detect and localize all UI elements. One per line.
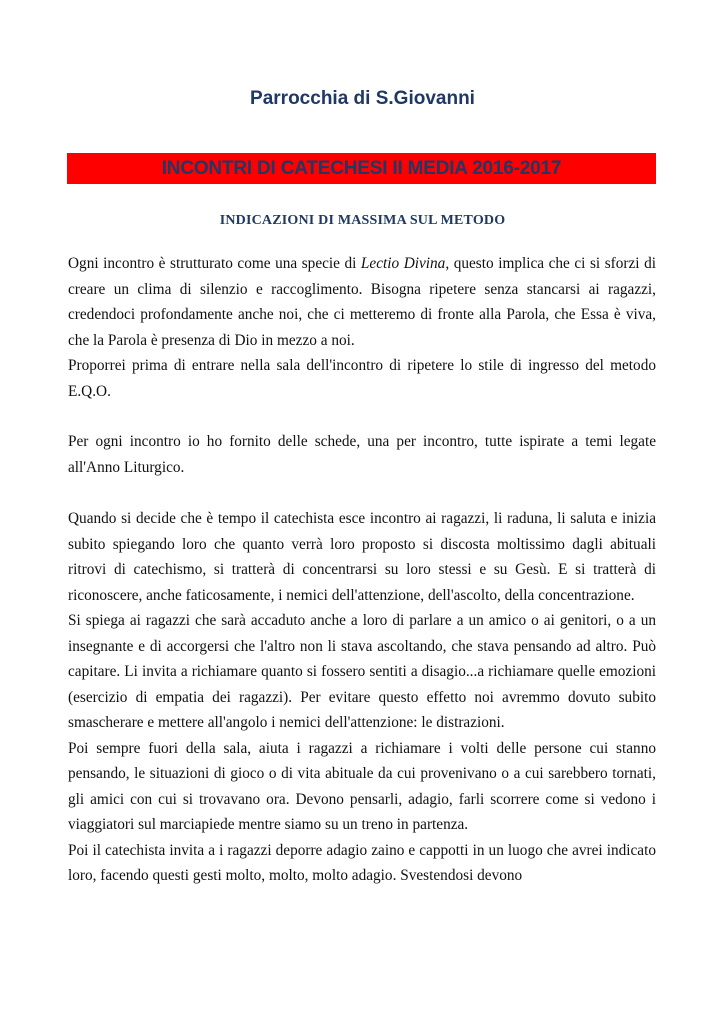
paragraph-entry-method: Proporrei prima di entrare nella sala dell'incontro di ripetere lo stile di ingresso del metodo E.Q.O. [68,357,656,400]
section-title: INDICAZIONI DI MASSIMA SUL METODO [219,213,506,228]
paragraph-intro [68,251,656,404]
paragraph-backpacks: Poi il catechista invita a i ragazzi deporre adagio zaino e cappotti in un luogo che avrei indicato loro, facendo questi gesti molto, molto, molto adagio. Svestendosi devono [68,841,656,884]
parish-heading: Parrocchia di S.Giovanni [250,88,475,109]
paragraph-faces: Poi sempre fuori della sala, aiuta i ragazzi a richiamare i volti delle persone cui stanno pensando, le situazioni di gioco o di vita abituale da cui provenivano o a cui sarebbero tornati, gli amici con cui si trovavano ora. Devono pensarli, adagio, farli scorrere come si vedono i viaggiatori sul marciapiede mentre siamo su un treno in partenza. [68,739,656,833]
paragraph-catechist-meets: Quando si decide che è tempo il catechista esce incontro ai ragazzi, li raduna, li saluta e inizia subito spiegando loro che quanto verrà loro proposto si discosta moltissimo dagli abituali ritrovi di catechismo, si tratterà di concentrarsi su loro stessi e su Gesù. E si tratterà di riconoscere, anche faticosamente, i nemici dell'attenzione, dell'ascolto, della concentrazione. [68,510,656,604]
paragraph-schede: Per ogni incontro io ho fornito delle schede, una per incontro, tutte ispirate a temi legate all'Anno Liturgico. [68,433,656,476]
paragraph-block [68,506,656,889]
lectio-divina-term: Lectio Divina [360,255,446,272]
paragraph-empathy: Si spiega ai ragazzi che sarà accaduto anche a loro di parlare a un amico o ai genitori, o a un insegnante e di accorgersi che l'altro non li stava ascoltando, che stava pensando ad altro. Può capitare. Li invita a richiamare quanto si fossero sentiti a disagio...a richiamare quelle emozioni (esercizio di empatia dei ragazzi). Per evitare questo effetto noi avremmo dovuto subito smascherare e mettere all'angolo i nemici dell'attenzione: le distrazioni. [68,612,656,731]
paragraph-intro-text-a: Ogni incontro è strutturato come una specie di [68,255,361,272]
paragraph-intro-text-b: , questo implica che ci si sforzi di creare un clima di silenzio e raccoglimento. Bisogna ripetere senza stancarsi ai ragazzi, credendoci profondamente anche noi, che ci metteremo di fronte alla Parola, che Essa è viva, che la Parola è presenza di Dio in mezzo a noi. [68,255,656,349]
banner-title: INCONTRI DI CATECHESI II MEDIA 2016-2017 [161,157,562,179]
title-banner [67,153,656,184]
